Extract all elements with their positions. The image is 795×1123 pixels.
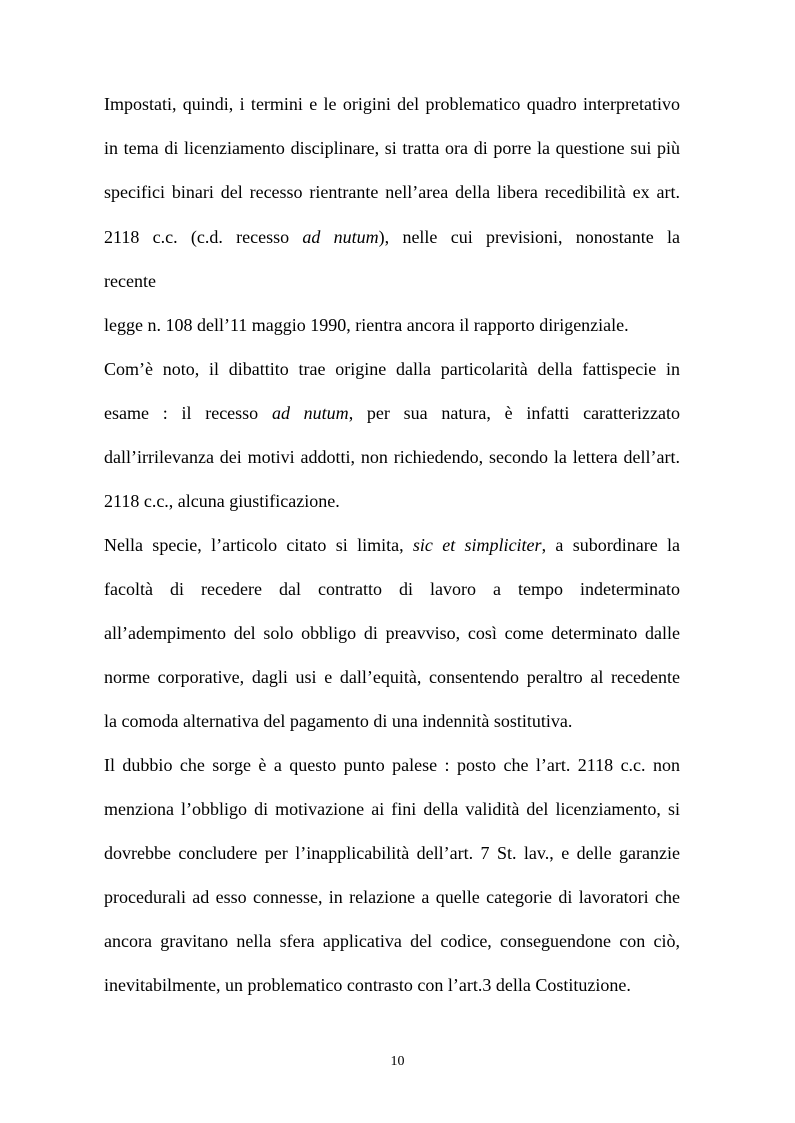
page-number: 10 [390, 1054, 405, 1069]
text-line: all’adempimento del solo obbligo di preavviso, così come determinato dalle [104, 623, 680, 643]
text-line: dall’irrilevanza dei motivi addotti, non richiedendo, secondo la lettera dell’art. [104, 447, 680, 467]
text-line: Il dubbio che sorge è a questo punto palese : posto che l’art. 2118 c.c. non [104, 755, 680, 775]
text-line: recente [104, 271, 156, 291]
text-line: ancora gravitano nella sfera applicativa del codice, conseguendone con ciò, [104, 931, 680, 951]
text-line: specifici binari del recesso rientrante nell’area della libera recedibilità ex art. [104, 182, 680, 202]
text-line: esame : il recesso ad nutum, per sua natura, è infatti caratterizzato [104, 403, 680, 423]
text-line: Nella specie, l’articolo citato si limita, sic et simpliciter, a subordinare la [104, 535, 681, 555]
text-line: Impostati, quindi, i termini e le origini del problematico quadro interpretativo [104, 94, 680, 114]
text-line: norme corporative, dagli usi e dall’equità, consentendo peraltro al recedente [104, 667, 680, 687]
text-line: 2118 c.c. (c.d. recesso ad nutum), nelle cui previsioni, nonostante la [104, 227, 681, 247]
text-line: Com’è noto, il dibattito trae origine dalla particolarità della fattispecie in [104, 359, 680, 379]
text-line: inevitabilmente, un problematico contrasto con l’art.3 della Costituzione. [104, 975, 631, 995]
text-line: dovrebbe concludere per l’inapplicabilità dell’art. 7 St. lav., e delle garanzie [104, 843, 680, 863]
text-line: 2118 c.c., alcuna giustificazione. [104, 491, 340, 511]
text-line: la comoda alternativa del pagamento di una indennità sostitutiva. [104, 711, 573, 731]
text-line: in tema di licenziamento disciplinare, si tratta ora di porre la questione sui più [104, 138, 680, 158]
text-line: legge n. 108 dell’11 maggio 1990, rientra ancora il rapporto dirigenziale. [104, 315, 629, 335]
text-line: facoltà di recedere dal contratto di lavoro a tempo indeterminato [104, 579, 680, 599]
text-line: menziona l’obbligo di motivazione ai fini della validità del licenziamento, si [104, 799, 680, 819]
text-line: procedurali ad esso connesse, in relazione a quelle categorie di lavoratori che [104, 887, 680, 907]
